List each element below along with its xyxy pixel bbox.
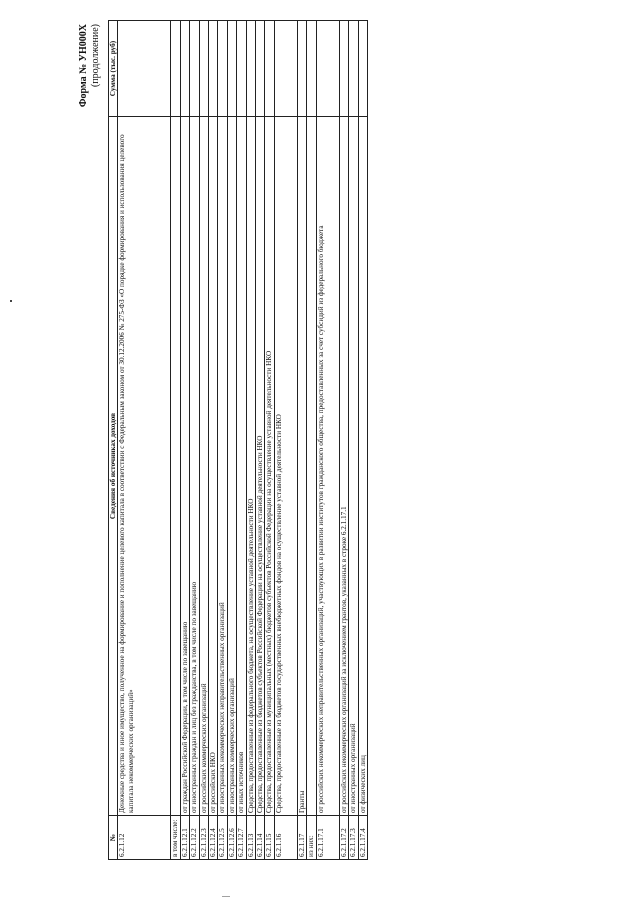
table-row	[218, 21, 227, 860]
header-description: Сведения об источниках доходов	[109, 117, 118, 816]
row-description: от иностранных коммерческих организаций	[227, 117, 236, 816]
row-description: от российских НКО	[209, 117, 218, 816]
row-sum	[349, 21, 358, 117]
row-description: от иностранных граждан и лиц без гражданства, в том числе по завещанию	[190, 117, 199, 816]
row-number: 6.2.1.12.7	[237, 816, 246, 860]
row-description: от граждан Российской Федерации, в том числе по завещанию	[180, 117, 189, 816]
table-row	[349, 21, 358, 860]
rotated-sheet	[78, 20, 368, 860]
scan-speck	[222, 896, 230, 897]
row-number: 6.2.1.14	[256, 816, 265, 860]
form-header	[78, 24, 102, 107]
row-sum	[246, 21, 255, 117]
row-number: 6.2.1.12.5	[218, 816, 227, 860]
row-description: от российских некоммерческих неправительственных организаций, участвующих в развитии институтов гражданского общества, предоставленных за счет субсидий из федерального бюджета	[316, 117, 339, 816]
row-number: 6.2.1.17.1	[316, 816, 339, 860]
table-header-row	[109, 21, 118, 860]
row-description	[307, 117, 316, 816]
row-number: 6.2.1.12.6	[227, 816, 236, 860]
row-sum	[339, 21, 348, 117]
row-sum	[218, 21, 227, 117]
row-number: 6.2.1.13	[246, 816, 255, 860]
table-row	[316, 21, 339, 860]
form-continued: (продолжение)	[90, 24, 101, 88]
table-row	[274, 21, 297, 860]
row-number: 6.2.1.17	[297, 816, 306, 860]
row-sum	[237, 21, 246, 117]
table-row	[171, 21, 180, 860]
row-sum	[190, 21, 199, 117]
scan-speck	[10, 300, 12, 302]
table-row	[237, 21, 246, 860]
table-row	[297, 21, 306, 860]
row-description: Средства, предоставленные из бюджетов государственных внебюджетных фондов на осуществление уставной деятельности НКО	[274, 117, 297, 816]
row-sum	[274, 21, 297, 117]
table-row	[256, 21, 265, 860]
row-description: от физических лиц	[358, 117, 367, 816]
row-number: 6.2.1.12	[118, 816, 171, 860]
row-description: Средства, предоставленные из муниципальных (местных) бюджетов субъектов Российской Федерации на осуществление уставной деятельности НКО	[265, 117, 274, 816]
row-sum	[297, 21, 306, 117]
row-number: 6.2.1.17.4	[358, 816, 367, 860]
header-sum: Сумма (тыс. руб)	[109, 21, 118, 117]
table-row	[246, 21, 255, 860]
table-row	[307, 21, 316, 860]
table-row	[180, 21, 189, 860]
table-row	[118, 21, 171, 860]
row-sum	[209, 21, 218, 117]
row-description: от иностранных некоммерческих неправительственных организаций	[218, 117, 227, 816]
form-number: Форма № УН000Х	[78, 24, 89, 108]
table-row	[227, 21, 236, 860]
row-description: Денежные средства и иное имущество, полученное на формирование и пополнение целевого капитала в соответствии с Федеральным законом от 30.12.2006 № 275-ФЗ «О порядке формирования и использования целевого капитала некоммерческих организаций»	[118, 117, 171, 816]
row-number: в том числе:	[171, 816, 180, 860]
row-sum	[358, 21, 367, 117]
table-row	[209, 21, 218, 860]
row-description: от российских коммерческих организаций	[199, 117, 208, 816]
row-description: Средства, предоставленные из федерального бюджета, на осуществление уставной деятельности НКО	[246, 117, 255, 816]
row-number: 6.2.1.17.3	[349, 816, 358, 860]
row-description: Гранты	[297, 117, 306, 816]
income-sources-table	[108, 20, 368, 860]
row-number: 6.2.1.12.4	[209, 816, 218, 860]
row-sum	[256, 21, 265, 117]
row-sum	[307, 21, 316, 117]
row-sum	[199, 21, 208, 117]
table-row	[199, 21, 208, 860]
row-sum	[171, 21, 180, 117]
header-no: №	[109, 816, 118, 860]
row-sum	[316, 21, 339, 117]
row-number: из них:	[307, 816, 316, 860]
table-row	[265, 21, 274, 860]
row-number: 6.2.1.15	[265, 816, 274, 860]
row-number: 6.2.1.12.1	[180, 816, 189, 860]
table-row	[339, 21, 348, 860]
row-sum	[118, 21, 171, 117]
row-number: 6.2.1.17.2	[339, 816, 348, 860]
row-description: от иностранных организаций	[349, 117, 358, 816]
row-sum	[265, 21, 274, 117]
row-sum	[180, 21, 189, 117]
row-description	[171, 117, 180, 816]
row-description: Средства, предоставленные из бюджетов субъектов Российской Федерации на осуществление уставной деятельности НКО	[256, 117, 265, 816]
row-number: 6.2.1.16	[274, 816, 297, 860]
row-sum	[227, 21, 236, 117]
table-row	[190, 21, 199, 860]
row-description: от иных источников	[237, 117, 246, 816]
table-body	[118, 21, 368, 860]
row-number: 6.2.1.12.2	[190, 816, 199, 860]
table-row	[358, 21, 367, 860]
row-description: от российских некоммерческих организаций за исключением грантов, указанных в строке 6.2.1.17.1	[339, 117, 348, 816]
row-number: 6.2.1.12.3	[199, 816, 208, 860]
